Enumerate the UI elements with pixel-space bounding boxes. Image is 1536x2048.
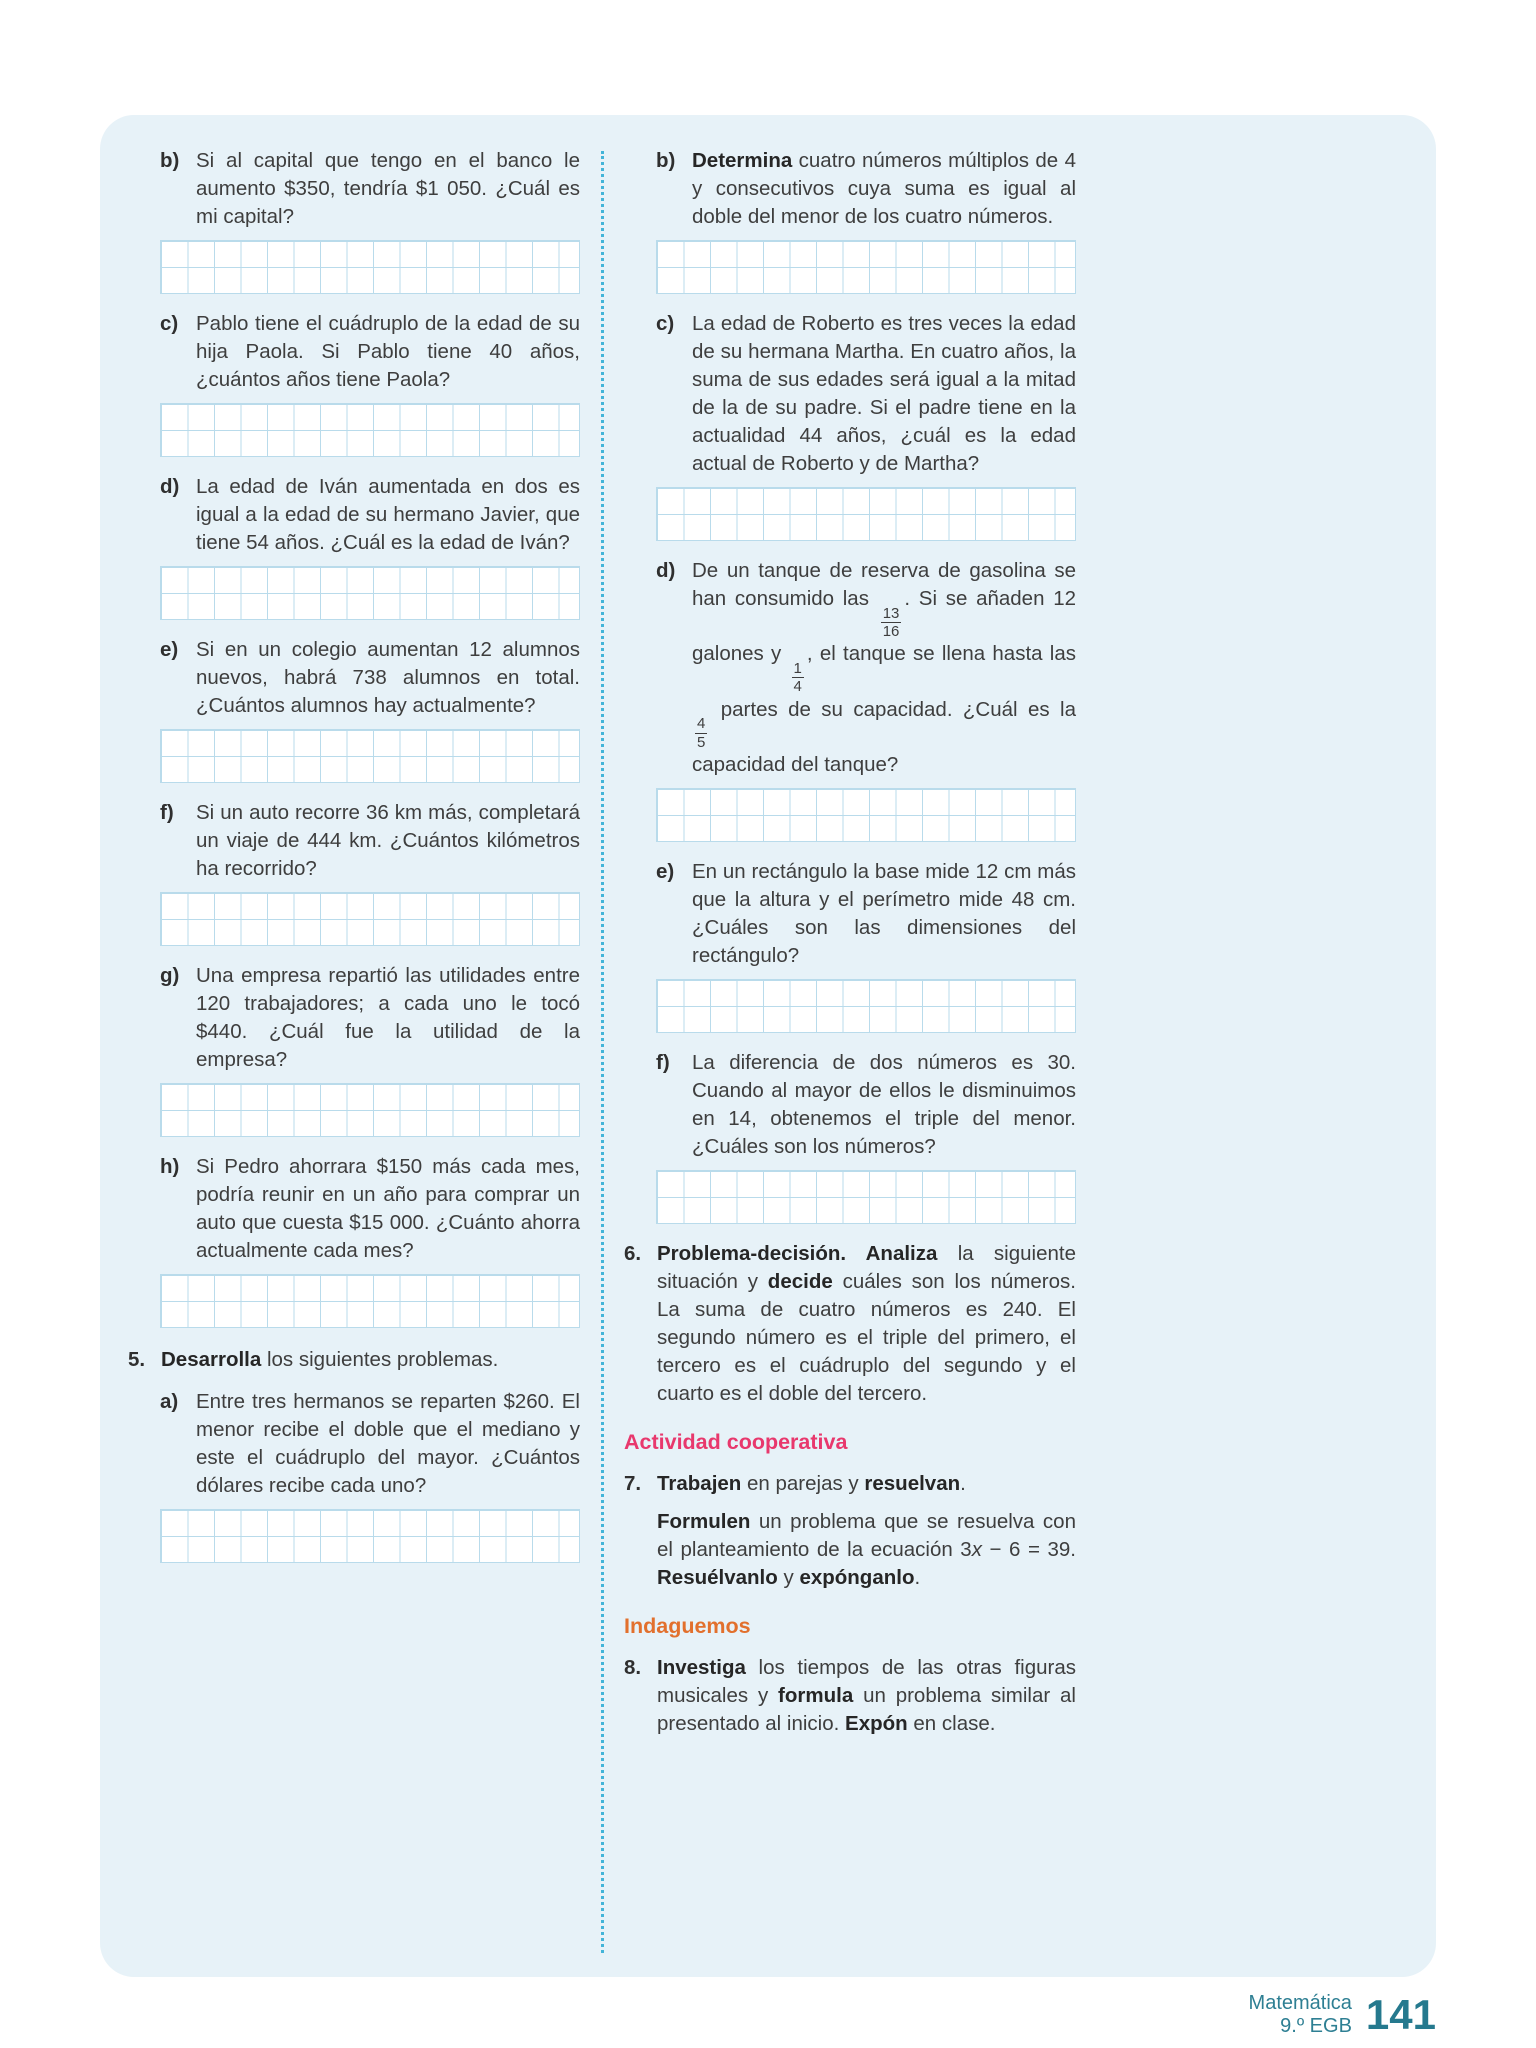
item-number: 8. — [624, 1655, 642, 1679]
item-8 — [624, 1654, 1076, 1738]
problem-text: En un rectángulo la base mide 12 cm más que la altura y el perímetro mide 48 cm. ¿Cuáles son las dimensiones del rectángulo? — [692, 859, 1076, 967]
problem-right-d — [624, 557, 1076, 842]
problem-left-c — [128, 310, 580, 457]
column-divider — [601, 151, 604, 1953]
problem-label: b) — [656, 149, 676, 172]
footer-subject-grade — [1249, 1992, 1352, 2038]
item-7 — [624, 1470, 1076, 1592]
answer-grid — [160, 403, 580, 457]
problem-right-c — [624, 310, 1076, 541]
answer-grid — [160, 1509, 580, 1563]
footer-subject: Matemática — [1248, 1992, 1352, 2014]
footer-grade: 9.º EGB — [1280, 2015, 1352, 2037]
item-text: Problema-decisión. Analiza la siguiente situación y decide cuáles son los números. La suma de cuatro números es 240. El segundo número es el triple del primero, el tercero es el cuádruplo del segundo y el cuarto es el doble del tercero. — [657, 1241, 1076, 1405]
problem-label: e) — [656, 859, 675, 883]
answer-grid — [656, 788, 1076, 842]
problem-left-e — [128, 636, 580, 783]
problem-text: Determina cuatro números múltiplos de 4 y consecutivos cuya suma es igual al doble del menor de los cuatro números. — [692, 149, 1076, 228]
item-text: Trabajen en parejas y resuelvan. — [657, 1471, 966, 1495]
problem-text: La edad de Roberto es tres veces la edad de su hermana Martha. En cuatro años, la suma de sus edades será igual a la mitad de la de su padre. Si el padre tiene en la actualidad 44 años, ¿cuál es la edad actual de Roberto y de Martha? — [692, 312, 1076, 475]
problem-label: e) — [160, 638, 179, 661]
problem-text: Entre tres hermanos se reparten $260. El menor recibe el doble que el mediano y este el cuádruplo del mayor. ¿Cuántos dólares recibe cada uno? — [196, 1390, 580, 1497]
problem-left-b — [128, 147, 580, 294]
problem-left-f — [128, 799, 580, 946]
page-number: 141 — [1365, 1991, 1436, 2038]
problem-right-b — [624, 147, 1076, 294]
problem-text: Pablo tiene el cuádruplo de la edad de su hija Paola. Si Pablo tiene 40 años, ¿cuántos años tiene Paola? — [196, 312, 580, 391]
problem-text: La edad de Iván aumentada en dos es igual a la edad de su hermano Javier, que tiene 54 años. ¿Cuál es la edad de Iván? — [196, 475, 580, 554]
left-column — [128, 145, 580, 1977]
problem-label: h) — [160, 1155, 180, 1178]
problem-label: a) — [160, 1390, 179, 1413]
page-footer — [1249, 1992, 1436, 2038]
answer-grid — [656, 1170, 1076, 1224]
problem-label: g) — [160, 964, 180, 987]
content-panel — [100, 115, 1436, 1977]
answer-grid — [160, 892, 580, 946]
problem-label: b) — [160, 149, 180, 172]
item-text: Desarrolla los siguientes problemas. — [161, 1348, 499, 1371]
problem-label: c) — [160, 312, 179, 335]
answer-grid — [160, 566, 580, 620]
problem-label: d) — [656, 559, 676, 582]
item-number: 6. — [624, 1241, 642, 1265]
heading-indaguemos: Indaguemos — [624, 1613, 751, 1638]
problem-text: La diferencia de dos números es 30. Cuando al mayor de ellos le disminuimos en 14, obtenemos el triple del menor. ¿Cuáles son los números? — [692, 1050, 1076, 1158]
item-text: Investiga los tiempos de las otras figuras musicales y formula un problema similar al presentado al inicio. Expón en clase. — [657, 1655, 1076, 1735]
answer-grid — [160, 1083, 580, 1137]
answer-grid — [160, 1274, 580, 1328]
problem-text: Si un auto recorre 36 km más, completará un viaje de 444 km. ¿Cuántos kilómetros ha recorrido? — [196, 801, 580, 880]
item-6 — [624, 1240, 1076, 1408]
answer-grid — [160, 240, 580, 294]
problem-text: Si Pedro ahorrara $150 más cada mes, podría reunir en un año para comprar un auto que cuesta $15 000. ¿Cuánto ahorra actualmente cada mes? — [196, 1155, 580, 1262]
answer-grid — [160, 729, 580, 783]
answer-grid — [656, 979, 1076, 1033]
problem-left-d — [128, 473, 580, 620]
problem-text: De un tanque de reserva de gasolina se han consumido las $\frac{13}{16}$ . Si se añaden 12 galones y $\frac{1}{4}$ , el tanque se llena hasta las $\frac{4}{5}$ partes de su capacidad. ¿Cuál es la capacidad del tanque? — [692, 559, 1077, 776]
problem-left-h — [128, 1153, 580, 1328]
problem-text: Una empresa repartió las utilidades entre 120 trabajadores; a cada uno le tocó $440. ¿Cuál fue la utilidad de la empresa? — [196, 964, 580, 1071]
problem-label: c) — [656, 312, 675, 335]
problem-label: f) — [656, 1050, 670, 1074]
item-number: 5. — [128, 1348, 146, 1371]
problem-5a — [128, 1388, 580, 1563]
right-column — [624, 145, 1076, 1977]
problem-right-e — [624, 858, 1076, 1033]
problem-label: f) — [160, 801, 174, 824]
item-number: 7. — [624, 1471, 642, 1495]
problem-left-g — [128, 962, 580, 1137]
problem-text: Si al capital que tengo en el banco le aumento $350, tendría $1 050. ¿Cuál es mi capital? — [196, 149, 580, 228]
problem-right-f — [624, 1049, 1076, 1224]
item-5 — [128, 1346, 580, 1374]
item-text: Formulen un problema que se resuelva con el planteamiento de la ecuación 3x − 6 = 39. Resuélvanlo y expónganlo. — [657, 1509, 1076, 1589]
problem-text: Si en un colegio aumentan 12 alumnos nuevos, habrá 738 alumnos en total. ¿Cuántos alumnos hay actualmente? — [196, 638, 580, 717]
answer-grid — [656, 240, 1076, 294]
problem-label: d) — [160, 475, 180, 498]
heading-actividad-cooperativa: Actividad cooperativa — [624, 1429, 848, 1454]
answer-grid — [656, 487, 1076, 541]
